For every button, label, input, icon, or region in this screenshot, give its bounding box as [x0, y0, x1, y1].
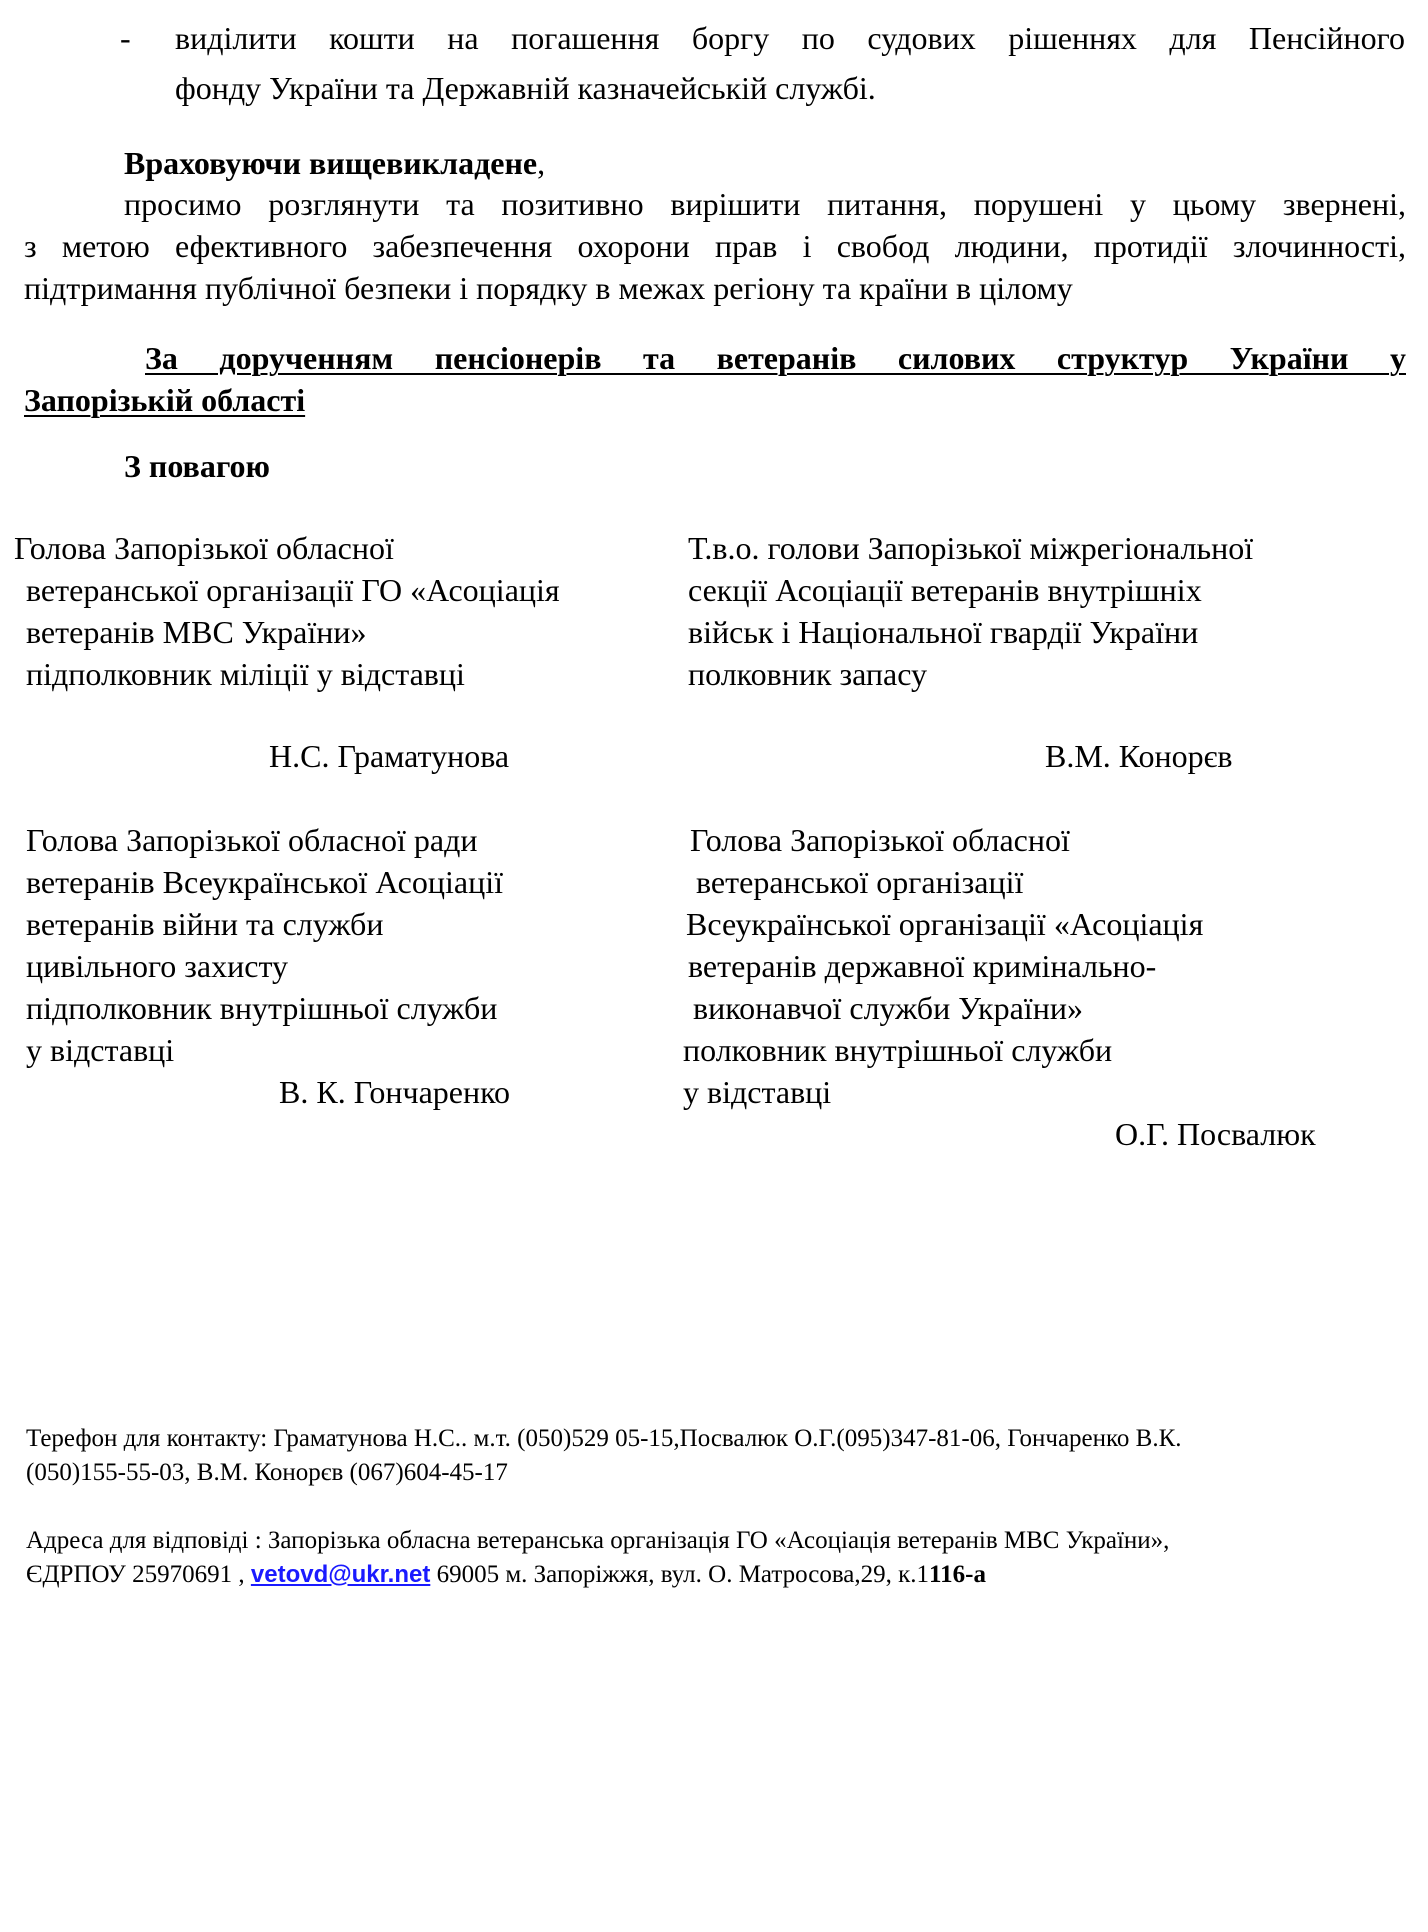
address-line-2	[26, 1559, 986, 1591]
signatory-title-line: виконавчої служби України»	[693, 990, 1083, 1026]
signatory-title-line: Голова Запорізької обласної ради	[26, 822, 478, 858]
address-street: 69005 м. Запоріжжя, вул. О. Матросова,29, к.1	[430, 1561, 930, 1588]
address-room: 116-а	[929, 1561, 986, 1588]
signatory-title-line: цивільного захисту	[26, 948, 288, 984]
signatory-title-line: у відставці	[26, 1032, 175, 1068]
signatory-title-line: ветеранської організації ГО «Асоціація	[26, 572, 560, 608]
signatory-title-line: у відставці	[683, 1074, 832, 1110]
contact-line-2: (050)155-55-03, В.М. Конорєв (067)604-45-17	[26, 1459, 508, 1486]
signatory-title-line: полковник внутрішньої служби	[683, 1032, 1113, 1068]
signatory-name: В. К. Гончаренко	[279, 1074, 511, 1110]
signatory-name: О.Г. Посвалюк	[1115, 1116, 1316, 1152]
signatory-title-line: Всеукраїнської організації «Асоціація	[686, 906, 1204, 942]
conclusion-line-2: з метою ефективного забезпечення охорони прав і свобод людини, протидії злочинності,	[24, 228, 1406, 264]
mandate-line-1: За дорученням пенсіонерів та ветеранів силових структур України у	[145, 340, 1406, 376]
signatory-name: В.М. Конорєв	[1045, 738, 1233, 774]
signatory-title-line: ветеранів МВС України»	[26, 614, 367, 650]
mandate-line-2: Запорізькій області	[24, 382, 306, 418]
address-edrpou: ЄДРПОУ 25970691 ,	[26, 1561, 251, 1588]
conclusion-lead	[124, 143, 545, 183]
conclusion-line-3: підтримання публічної безпеки і порядку в межах регіону та країни в цілому	[24, 270, 1073, 306]
signatory-title-line: ветеранів Всеукраїнської Асоціації	[26, 864, 503, 900]
email-link[interactable]: vetovd@ukr.net	[250, 1561, 431, 1588]
signatory-title-line: Голова Запорізької обласної	[690, 822, 1070, 858]
contact-line-1: Терефон для контакту: Граматунова Н.С.. м.т. (050)529 05-15,Посвалюк О.Г.(095)347-81-06, Гончаренко В.К.	[26, 1425, 1182, 1452]
signatory-title-line: військ і Національної гвардії України	[688, 614, 1199, 650]
conclusion-line-1: просимо розглянути та позитивно вирішити питання, порушені у цьому звернені,	[124, 186, 1406, 222]
list-item-line-2: фонду України та Державній казначейській службі.	[175, 70, 876, 106]
signatory-name: Н.С. Граматунова	[269, 738, 510, 774]
signatory-title-line: ветеранів державної кримінально-	[688, 948, 1157, 984]
signatory-title-line: секції Асоціації ветеранів внутрішніх	[688, 572, 1202, 608]
signatory-title-line: ветеранів війни та служби	[26, 906, 384, 942]
signatory-title-line: підполковник міліції у відставці	[26, 656, 465, 692]
conclusion-lead-comma: ,	[537, 145, 546, 181]
list-item-line-1: виділити кошти на погашення боргу по судових рішеннях для Пенсійного	[175, 20, 1405, 56]
address-line-1: Адреса для відповіді : Запорізька обласна ветеранська організація ГО «Асоціація ветеранів МВС України»,	[26, 1527, 1170, 1554]
signatory-title-line: Голова Запорізької обласної	[14, 530, 394, 566]
signatory-title-line: Т.в.о. голови Запорізької міжрегіональної	[688, 530, 1254, 566]
signatory-title-line: ветеранської організації	[696, 864, 1024, 900]
conclusion-lead-bold: Враховуючи вищевикладене	[124, 145, 538, 181]
signatory-title-line: підполковник внутрішньої служби	[26, 990, 498, 1026]
list-bullet: -	[120, 20, 131, 56]
signatory-title-line: полковник запасу	[688, 656, 928, 692]
regards: З повагою	[124, 448, 270, 484]
